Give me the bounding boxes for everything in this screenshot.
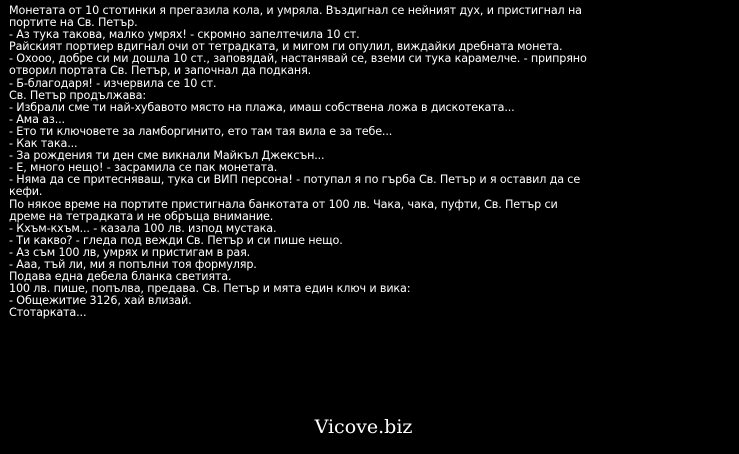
- story-line: - Аз тука такова, малко умрях! - скромно запелтечила 10 ст.: [9, 28, 360, 42]
- story-line: - За рождения ти ден сме викнали Майкъл Джексън...: [9, 149, 325, 163]
- story-line: - Ето ти ключовете за ламборгинито, ето там тая вила е за тебе...: [9, 124, 393, 138]
- story-line: - Ааа, тъй ли, ми я попълни тоя формуляр.: [9, 257, 257, 271]
- story-line: - Б-благодаря! - изчервила се 10 ст.: [9, 76, 217, 90]
- story-line: - Ти какво? - гледа под вежди Св. Петър и си пише нещо.: [9, 233, 343, 247]
- story-line: - Ама аз...: [9, 112, 65, 126]
- story-line: - Охооо, добре си ми дошла 10 ст., заповядай, настанявай се, вземи си тука карамелче. - припряно отворил портата Св. Петър, и започнал да подканя.: [9, 52, 587, 78]
- story-line: По някое време на портите пристигнала банкотата от 100 лв. Чака, чака, пуфти, Св. Петър си дреме на тетрадката и не обръща внимание.: [9, 197, 558, 223]
- story-line: Райският портиер вдигнал очи от тетрадката, и мигом ги опулил, виждайки дребната монета.: [9, 40, 563, 54]
- story-line: - Как така...: [9, 137, 78, 151]
- story-line: 100 лв. пише, попълва, предава. Св. Петър и мята един ключ и вика:: [9, 282, 411, 296]
- story-line: Стотарката...: [9, 306, 87, 320]
- story-line: - Е, много нещо! - засрамила се пак монетата.: [9, 161, 278, 175]
- story-line: - Общежитие 3126, хай влизай.: [9, 294, 192, 308]
- story-line: Св. Петър продължава:: [9, 88, 146, 102]
- joke-text: [9, 5, 587, 319]
- story-line: - Кхъм-кхъм... - казала 100 лв. изпод мустака.: [9, 221, 277, 235]
- site-watermark: Vicove.biz: [314, 416, 413, 438]
- story-line: Подава една дебела бланка светията.: [9, 270, 232, 284]
- story-line: - Аз съм 100 лв, умрях и пристигам в рая.: [9, 245, 251, 259]
- story-line: - Избрали сме ти най-хубавото място на плажа, имаш собствена ложа в дискотеката...: [9, 100, 515, 114]
- story-line: Монетата от 10 стотинки я прегазила кола, и умряла. Въздигнал се нейният дух, и пристигнал на портите на Св. Петър.: [9, 4, 582, 30]
- story-line: - Няма да се притесняваш, тука си ВИП персона! - потупал я по гърба Св. Петър и я оставил да се кефи.: [9, 173, 581, 199]
